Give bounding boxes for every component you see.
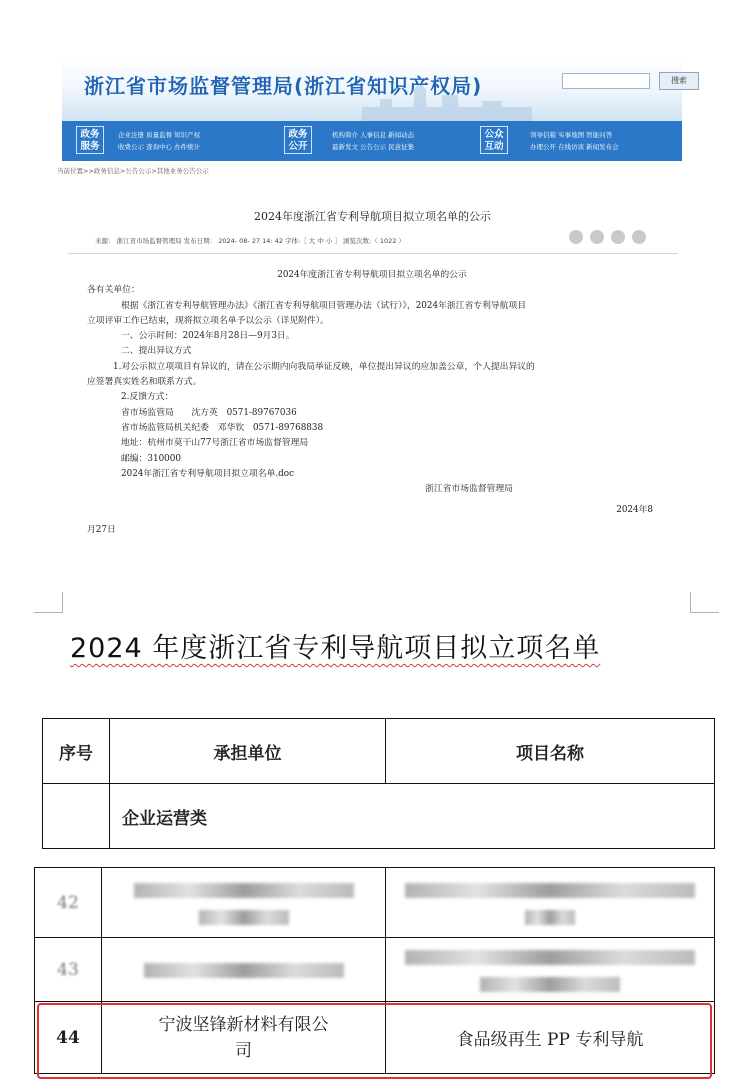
postcode: 邮编：310000 bbox=[121, 453, 181, 464]
page-corner-mark-left bbox=[34, 592, 63, 613]
row-project-redacted bbox=[386, 938, 715, 1002]
article-title: 2024年度浙江省专利导航项目拟立项名单的公示 bbox=[254, 210, 491, 223]
highlight-box bbox=[37, 1003, 712, 1079]
nav-links-interact-row1[interactable]: 领导信箱 实事地图 智能问答 bbox=[530, 131, 613, 139]
item-2-1a: 1.对公示拟立项项目有异议的，请在公示期内向我局举证反映，单位提出异议的应加盖公章，个人提出异议的 bbox=[113, 361, 535, 372]
list-table-header bbox=[42, 718, 715, 849]
row-project-redacted bbox=[386, 868, 715, 938]
row-unit-redacted bbox=[102, 868, 386, 938]
item-2-1b: 应签署真实姓名和联系方式。 bbox=[87, 377, 202, 388]
column-header-unit: 承担单位 bbox=[110, 719, 386, 784]
item-2: 二、提出异议方式 bbox=[121, 346, 192, 357]
breadcrumb[interactable]: 当前位置>>政务信息>公告公示>其他业务公告公示 bbox=[57, 167, 209, 175]
share-icons bbox=[569, 229, 648, 248]
table-header-row bbox=[43, 719, 715, 784]
article-heading: 2024年度浙江省专利导航项目拟立项名单的公示 bbox=[277, 270, 467, 280]
item-1: 一、公示时间：2024年8月28日—9月3日。 bbox=[121, 331, 295, 342]
category-row bbox=[43, 784, 715, 849]
weibo-share-icon[interactable] bbox=[569, 230, 583, 244]
address: 地址：杭州市莫干山77号浙江省市场监督管理局 bbox=[121, 438, 309, 449]
article-meta: 来源： 浙江省市场监督管理局 发布日期： 2024- 08- 27 14: 42 字体:［ 大 中 小 ］ 浏览次数:（ 1022 ） bbox=[95, 237, 405, 245]
contact-2: 省市场监管局机关纪委 邓华钦 0571-89768838 bbox=[121, 422, 324, 433]
nav-badge-open[interactable]: 政务 公开 bbox=[284, 126, 312, 154]
signature: 浙江省市场监督管理局 bbox=[425, 484, 513, 495]
main-nav bbox=[62, 121, 682, 161]
site-title[interactable]: 浙江省市场监督管理局(浙江省知识产权局) bbox=[84, 74, 483, 98]
row-no: 42 bbox=[35, 868, 102, 938]
qq-share-icon[interactable] bbox=[590, 230, 604, 244]
table-row bbox=[35, 938, 715, 1002]
page-corner-mark-right bbox=[690, 592, 719, 613]
greeting: 各有关单位： bbox=[87, 285, 140, 296]
nav-links-open-row2[interactable]: 最新发文 公告公示 民意征集 bbox=[332, 143, 415, 151]
date-line-b: 月27日 bbox=[87, 524, 116, 535]
attachment-link[interactable]: 2024年浙江省专利导航项目拟立项名单.doc bbox=[121, 468, 294, 479]
date-line-a: 2024年8 bbox=[616, 505, 653, 516]
nav-links-services-row1[interactable]: 企业注册 质量监督 知识产权 bbox=[118, 131, 201, 139]
nav-badge-services[interactable]: 政务 服务 bbox=[76, 126, 104, 154]
site-banner bbox=[62, 57, 687, 121]
nav-links-services-row2[interactable]: 收费公示 查询中心 办件统计 bbox=[118, 143, 201, 151]
column-header-no: 序号 bbox=[43, 719, 110, 784]
list-title: 2024 年度浙江省专利导航项目拟立项名单 bbox=[70, 633, 601, 664]
row-no: 44 bbox=[35, 1002, 102, 1074]
qzone-share-icon[interactable] bbox=[632, 230, 646, 244]
wechat-share-icon[interactable] bbox=[611, 230, 625, 244]
article-body bbox=[87, 268, 657, 538]
nav-links-open-row1[interactable]: 机构简介 人事信息 新闻动态 bbox=[332, 131, 415, 139]
category-label: 企业运营类 bbox=[110, 784, 715, 849]
row-unit-redacted bbox=[102, 938, 386, 1002]
column-header-project: 项目名称 bbox=[386, 719, 715, 784]
row-project: 食品级再生 PP 专利导航 bbox=[386, 1002, 715, 1074]
contact-1: 省市场监管局 沈方英 0571-89767036 bbox=[121, 407, 297, 418]
paragraph-1a: 根据《浙江省专利导航管理办法》《浙江省专利导航项目管理办法（试行）》，2024年浙江省专利导航项目 bbox=[121, 300, 527, 311]
item-2-2: 2.反馈方式： bbox=[121, 392, 174, 403]
nav-links-interact-row2[interactable]: 办理公开 在线访谈 新闻发布会 bbox=[530, 143, 619, 151]
search-button[interactable]: 搜索 bbox=[659, 72, 699, 90]
paragraph-1b: 立项评审工作已结束，现将拟立项名单予以公示（详见附件）。 bbox=[87, 315, 329, 326]
row-unit-line2: 司 bbox=[235, 1040, 252, 1061]
nav-badge-interact[interactable]: 公众 互动 bbox=[480, 126, 508, 154]
search-input[interactable] bbox=[562, 73, 650, 89]
row-no: 43 bbox=[35, 938, 102, 1002]
divider bbox=[68, 253, 678, 254]
table-row bbox=[35, 868, 715, 938]
row-unit-line1: 宁波坚锋新材料有限公 bbox=[158, 1014, 329, 1035]
